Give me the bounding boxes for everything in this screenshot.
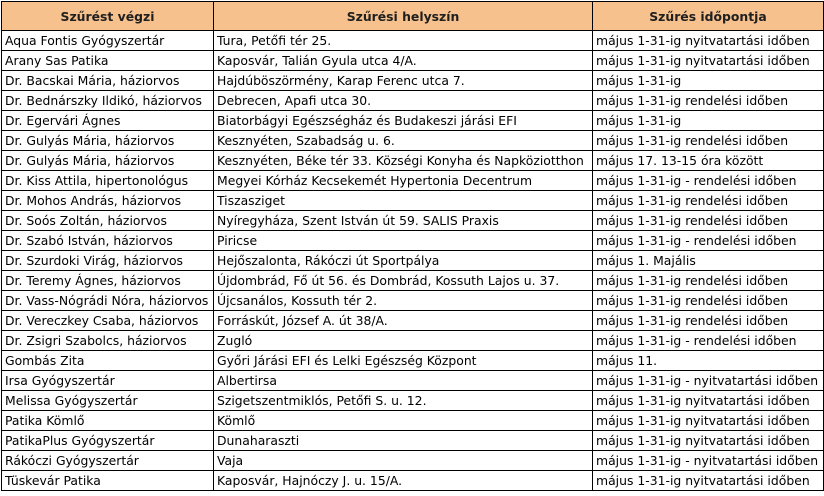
provider-cell: Dr. Gulyás Mária, háziorvos <box>2 151 214 171</box>
provider-cell: Dr. Bednárszky Ildikó, háziorvos <box>2 91 214 111</box>
location-cell: Újcsanálos, Kossuth tér 2. <box>214 291 593 311</box>
table-row <box>2 131 824 151</box>
table-row <box>2 31 824 51</box>
table-row <box>2 71 824 91</box>
table-row <box>2 231 824 251</box>
provider-cell: Dr. Szurdoki Virág, háziorvos <box>2 251 214 271</box>
header-row <box>2 2 824 31</box>
provider-cell: Dr. Mohos András, háziorvos <box>2 191 214 211</box>
table-row <box>2 151 824 171</box>
time-cell: május 1-31-ig rendelési időben <box>593 291 824 311</box>
table-row <box>2 251 824 271</box>
location-cell: Hejőszalonta, Rákóczi út Sportpálya <box>214 251 593 271</box>
time-cell: május 1-31-ig - nyitvatartási időben <box>593 451 824 471</box>
location-cell: Debrecen, Apafi utca 30. <box>214 91 593 111</box>
provider-cell: Dr. Kiss Attila, hipertonológus <box>2 171 214 191</box>
time-cell: május 1-31-ig rendelési időben <box>593 91 824 111</box>
time-cell: május 1-31-ig nyitvatartási időben <box>593 391 824 411</box>
location-cell: Biatorbágyi Egészségház és Budakeszi járási EFI <box>214 111 593 131</box>
provider-cell: PatikaPlus Gyógyszertár <box>2 431 214 451</box>
time-cell: május 1-31-ig - rendelési időben <box>593 231 824 251</box>
table-row <box>2 471 824 491</box>
provider-cell: Melissa Gyógyszertár <box>2 391 214 411</box>
table-row <box>2 391 824 411</box>
table-row <box>2 451 824 471</box>
table-row <box>2 411 824 431</box>
provider-cell: Dr. Vereczkey Csaba, háziorvos <box>2 311 214 331</box>
table-row <box>2 431 824 451</box>
provider-cell: Dr. Bacskai Mária, háziorvos <box>2 71 214 91</box>
provider-cell: Dr. Egervári Ágnes <box>2 111 214 131</box>
location-cell: Dunaharaszti <box>214 431 593 451</box>
location-cell: Piricse <box>214 231 593 251</box>
provider-cell: Dr. Gulyás Mária, háziorvos <box>2 131 214 151</box>
table-row <box>2 171 824 191</box>
time-cell: május 1-31-ig rendelési időben <box>593 271 824 291</box>
screening-table <box>1 1 824 491</box>
header-provider: Szűrést végzi <box>2 2 214 31</box>
time-cell: május 1-31-ig rendelési időben <box>593 311 824 331</box>
table-row <box>2 371 824 391</box>
time-cell: május 1-31-ig nyitvatartási időben <box>593 411 824 431</box>
provider-cell: Tüskevár Patika <box>2 471 214 491</box>
table-row <box>2 271 824 291</box>
time-cell: május 1-31-ig rendelési időben <box>593 131 824 151</box>
time-cell: május 1-31-ig - rendelési időben <box>593 331 824 351</box>
table-row <box>2 91 824 111</box>
provider-cell: Gombás Zita <box>2 351 214 371</box>
time-cell: május 1-31-ig nyitvatartási időben <box>593 51 824 71</box>
table-row <box>2 111 824 131</box>
location-cell: Kömlő <box>214 411 593 431</box>
location-cell: Kaposvár, Talián Gyula utca 4/A. <box>214 51 593 71</box>
location-cell: Kesznyéten, Szabadság u. 6. <box>214 131 593 151</box>
location-cell: Albertirsa <box>214 371 593 391</box>
location-cell: Zugló <box>214 331 593 351</box>
table-row <box>2 331 824 351</box>
location-cell: Tura, Petőfi tér 25. <box>214 31 593 51</box>
provider-cell: Dr. Szabó István, háziorvos <box>2 231 214 251</box>
time-cell: május 1-31-ig rendelési időben <box>593 191 824 211</box>
location-cell: Megyei Kórház Kecsekemét Hypertonia Decentrum <box>214 171 593 191</box>
time-cell: május 1-31-ig - rendelési időben <box>593 171 824 191</box>
location-cell: Szigetszentmiklós, Petőfi S. u. 12. <box>214 391 593 411</box>
location-cell: Tiszasziget <box>214 191 593 211</box>
location-cell: Újdombrád, Fő út 56. és Dombrád, Kossuth Lajos u. 37. <box>214 271 593 291</box>
table-row <box>2 311 824 331</box>
time-cell: május 1. Majális <box>593 251 824 271</box>
time-cell: május 1-31-ig nyitvatartási időben <box>593 471 824 491</box>
time-cell: május 17. 13-15 óra között <box>593 151 824 171</box>
table-row <box>2 351 824 371</box>
location-cell: Vaja <box>214 451 593 471</box>
time-cell: május 11. <box>593 351 824 371</box>
location-cell: Győri Járási EFI és Lelki Egészség Központ <box>214 351 593 371</box>
header-time: Szűrés időpontja <box>593 2 824 31</box>
location-cell: Hajdúböszörmény, Karap Ferenc utca 7. <box>214 71 593 91</box>
provider-cell: Dr. Teremy Ágnes, háziorvos <box>2 271 214 291</box>
location-cell: Nyíregyháza, Szent István út 59. SALIS Praxis <box>214 211 593 231</box>
time-cell: május 1-31-ig - nyitvatartási időben <box>593 371 824 391</box>
time-cell: május 1-31-ig nyitvatartási időben <box>593 431 824 451</box>
header-location: Szűrési helyszín <box>214 2 593 31</box>
provider-cell: Dr. Zsigri Szabolcs, háziorvos <box>2 331 214 351</box>
time-cell: május 1-31-ig <box>593 111 824 131</box>
table-row <box>2 191 824 211</box>
table-row <box>2 51 824 71</box>
table-row <box>2 211 824 231</box>
location-cell: Forráskút, József A. út 38/A. <box>214 311 593 331</box>
provider-cell: Dr. Vass-Nógrádi Nóra, háziorvos <box>2 291 214 311</box>
provider-cell: Dr. Soós Zoltán, háziorvos <box>2 211 214 231</box>
time-cell: május 1-31-ig <box>593 71 824 91</box>
provider-cell: Aqua Fontis Gyógyszertár <box>2 31 214 51</box>
location-cell: Kesznyéten, Béke tér 33. Községi Konyha és Napköziotthon <box>214 151 593 171</box>
time-cell: május 1-31-ig rendelési időben <box>593 211 824 231</box>
provider-cell: Irsa Gyógyszertár <box>2 371 214 391</box>
time-cell: május 1-31-ig nyitvatartási időben <box>593 31 824 51</box>
provider-cell: Patika Kömlő <box>2 411 214 431</box>
provider-cell: Arany Sas Patika <box>2 51 214 71</box>
location-cell: Kaposvár, Hajnóczy J. u. 15/A. <box>214 471 593 491</box>
provider-cell: Rákóczi Gyógyszertár <box>2 451 214 471</box>
table-row <box>2 291 824 311</box>
